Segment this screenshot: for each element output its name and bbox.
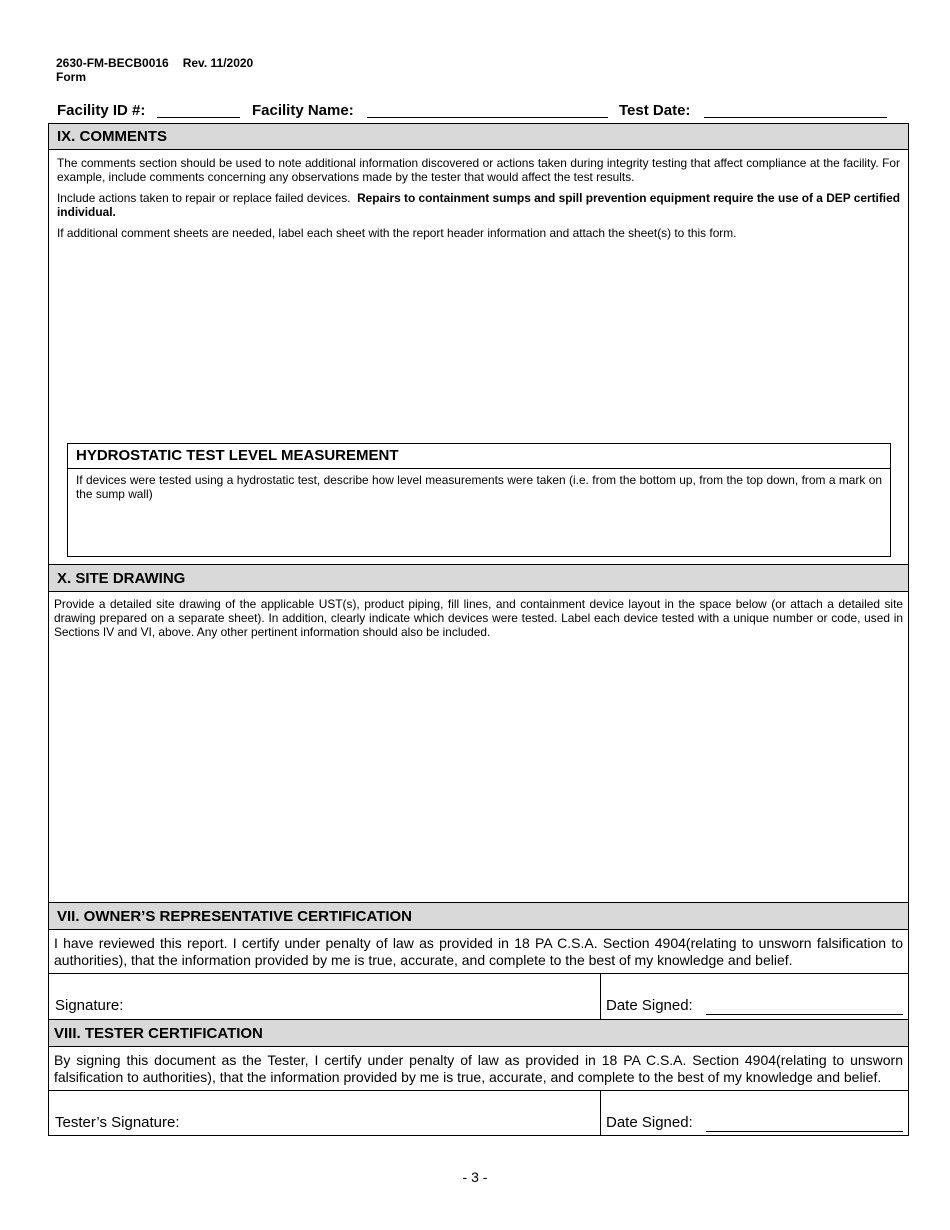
comments-instructions-2	[57, 191, 900, 219]
site-drawing-section-header	[49, 564, 908, 592]
form-identifier	[56, 56, 253, 84]
hydrostatic-divider	[68, 468, 890, 469]
hydrostatic-title: HYDROSTATIC TEST LEVEL MEASUREMENT	[76, 447, 399, 464]
comments-instructions-1: The comments section should be used to note additional information discovered or actions taken during integrity testing that affect compliance at the facility. For example, include comments concerning any observations made by the tester that would affect the test results.	[57, 156, 900, 184]
tester-cert-statement: By signing this document as the Tester, I certify under penalty of law as provided in 18 PA C.S.A. Section 4904(relating to unsworn falsification to authorities), that the information provided by me is true, accurate, and complete to the best of my knowledge and belief.	[54, 1052, 903, 1085]
site-drawing-area[interactable]	[54, 646, 903, 898]
owner-cert-section-header	[49, 902, 908, 930]
tester-cert-divider	[49, 1090, 908, 1091]
owner-date-field[interactable]	[706, 1014, 903, 1015]
owner-date-label: Date Signed:	[606, 997, 693, 1014]
certifications-box	[48, 902, 909, 1136]
tester-signature-label: Tester’s Signature:	[55, 1114, 180, 1131]
report-header	[57, 101, 892, 121]
comments-instructions-3: If additional comment sheets are needed, label each sheet with the report header information and attach the sheet(s) to this form.	[57, 226, 737, 240]
tester-cert-column-divider	[600, 1090, 601, 1136]
comments-writing-area[interactable]	[57, 244, 900, 439]
tester-date-label: Date Signed:	[606, 1114, 693, 1131]
owner-cert-divider	[49, 973, 908, 974]
comments-and-drawing-box	[48, 123, 909, 903]
form-number: 2630-FM-BECB0016	[56, 56, 169, 70]
facility-id-label: Facility ID #:	[57, 102, 146, 119]
comments-title: IX. COMMENTS	[57, 128, 168, 145]
owner-cert-title: VII. OWNER’S REPRESENTATIVE CERTIFICATION	[57, 908, 413, 925]
owner-cert-statement: I have reviewed this report. I certify under penalty of law as provided in 18 PA C.S.A. Section 4904(relating to unsworn falsification to authorities), that the information provided by me is true, accurate, and complete to the best of my knowledge and belief.	[54, 935, 903, 968]
owner-cert-column-divider	[600, 973, 601, 1019]
hydrostatic-writing-area[interactable]	[76, 504, 882, 552]
comments-instructions-2-bold: Repairs to containment sumps and spill prevention equipment require the use of a DEP certified individual.	[57, 191, 900, 219]
hydrostatic-instructions: If devices were tested using a hydrostatic test, describe how level measurements were taken (i.e. from the bottom up, from the top down, from a mark on the sump wall)	[76, 473, 882, 501]
facility-name-field[interactable]	[367, 117, 608, 118]
site-drawing-title: X. SITE DRAWING	[57, 570, 186, 587]
page-number: - 3 -	[462, 1169, 488, 1185]
facility-name-label: Facility Name:	[252, 102, 354, 119]
owner-signature-label: Signature:	[55, 997, 124, 1014]
form-type: Form	[56, 70, 86, 84]
facility-id-field[interactable]	[157, 117, 240, 118]
form-revision: Rev. 11/2020	[182, 56, 254, 70]
hydrostatic-box	[67, 443, 891, 557]
owner-signature-field[interactable]	[139, 983, 594, 1017]
test-date-field[interactable]	[704, 117, 887, 118]
test-date-label: Test Date:	[619, 102, 691, 119]
comments-instructions-2-normal: Include actions taken to repair or replace failed devices.	[57, 191, 351, 205]
tester-signature-field[interactable]	[194, 1099, 594, 1133]
comments-section-header	[49, 123, 908, 150]
tester-cert-title: VIII. TESTER CERTIFICATION	[54, 1025, 263, 1042]
site-drawing-instructions: Provide a detailed site drawing of the applicable UST(s), product piping, fill lines, and containment device layout in the space below (or attach a detailed site drawing prepared on a separate sheet). In addition, clearly indicate which devices were tested. Label each device tested with a unique number or code, used in Sections IV and VI, above. Any other pertinent information should also be included.	[54, 597, 903, 639]
tester-date-field[interactable]	[706, 1131, 903, 1132]
tester-cert-section-header	[49, 1019, 908, 1047]
